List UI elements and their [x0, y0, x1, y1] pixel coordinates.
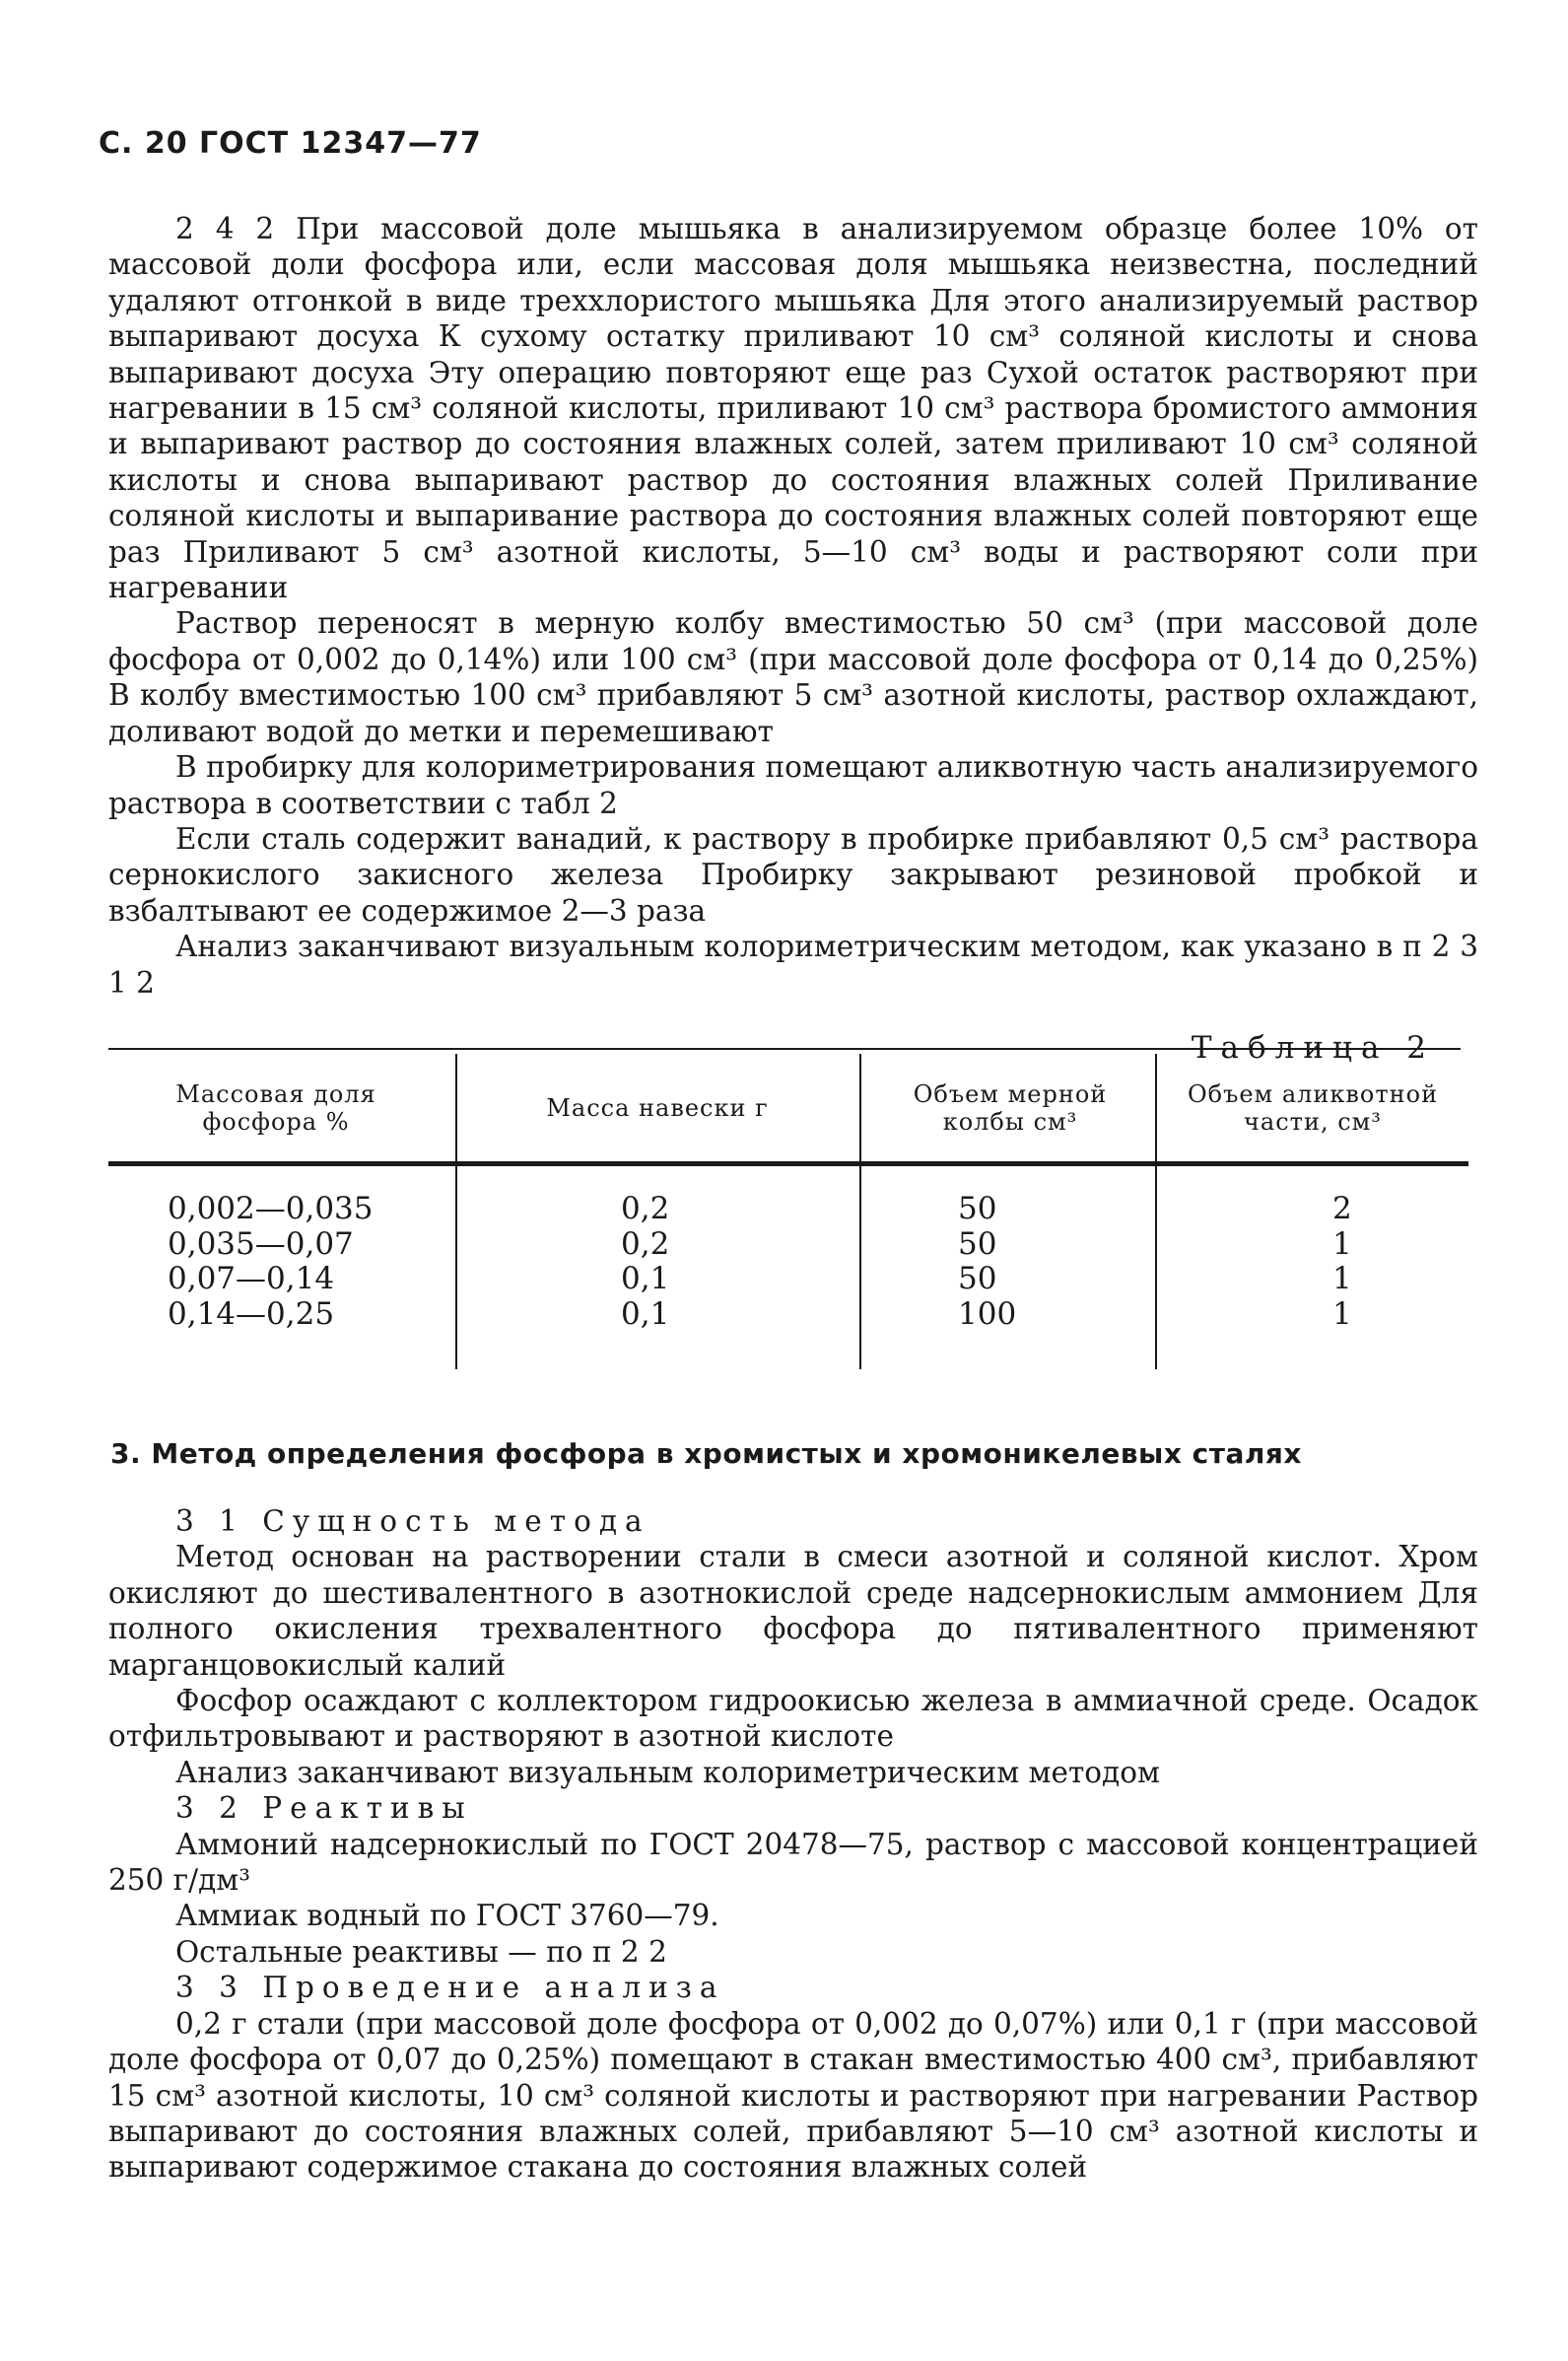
table-cell: 1 — [1332, 1261, 1352, 1296]
table-cell: 1 — [1332, 1225, 1352, 1262]
table-cell: 50 — [958, 1261, 997, 1296]
table-cell: 0,2 — [621, 1225, 670, 1262]
paragraph: Аммиак водный по ГОСТ 3760—79. — [175, 1899, 719, 1933]
subsection-heading: 3 1 Сущность метода — [175, 1504, 650, 1538]
table-cell: 1 — [1332, 1295, 1352, 1332]
table-column-phosphorus — [168, 1192, 374, 1332]
table-header-cell: Массовая доля фосфора % — [175, 1080, 376, 1136]
paragraph: Фосфор осаждают с коллектором гидроокисью железа в аммиачной среде. Осадок отфильтровывают и растворяют в азотной кислоте — [108, 1684, 1478, 1754]
page-header: С. 20 ГОСТ 12347—77 — [99, 126, 482, 161]
column-divider — [859, 1054, 861, 1369]
section-3 — [108, 1503, 1478, 2186]
paragraph: Метод основан на растворении стали в смеси азотной и соляной кислот. Хром окисляют до шестивалентного в азотнокислой среде надсернокислым аммонием Для полного окисления трехвалентного фосфора до пятивалентного применяют марганцовокислый калий — [108, 1540, 1478, 1682]
paragraph: Анализ заканчивают визуальным колориметрическим методом, как указано в п 2 3 1 2 — [108, 930, 1478, 1000]
table-2 — [108, 1048, 1468, 1373]
section-2-4-2 — [108, 211, 1478, 1001]
paragraph: 0,2 г стали (при массовой доле фосфора от 0,002 до 0,07%) или 0,1 г (при массовой доле фосфора от 0,07 до 0,25%) помещают в стакан вместимостью 400 см³, прибавляют 15 см³ азотной кислоты, 10 см³ соляной кислоты и растворяют при нагревании Раствор выпаривают до состояния влажных солей, прибавляют 5—10 см³ азотной кислоты и выпаривают содержимое стакана до состояния влажных солей — [108, 2006, 1478, 2185]
table-cell: 0,1 — [621, 1261, 670, 1296]
table-top-rule — [108, 1048, 1461, 1050]
table-cell: 100 — [958, 1295, 1017, 1332]
column-divider — [1155, 1054, 1157, 1369]
paragraph: Анализ заканчивают визуальным колориметрическим методом — [175, 1755, 1160, 1789]
table-header-cell: Объем мерной колбы см³ — [913, 1080, 1108, 1136]
table-caption: Таблица 2 — [1191, 1030, 1435, 1066]
table-cell: 0,002—0,035 — [168, 1191, 374, 1226]
paragraph: В пробирку для колориметрирования помещают аликвотную часть анализируемого раствора в соответствии с табл 2 — [108, 750, 1478, 820]
table-column-flask-volume — [958, 1192, 1016, 1332]
table-column-mass — [621, 1192, 669, 1332]
table-cell: 2 — [1332, 1191, 1352, 1226]
subsection-heading: 3 3 Проведение анализа — [175, 1971, 725, 2005]
subsection-heading: 3 2 Реактивы — [175, 1791, 473, 1826]
table-cell: 0,035—0,07 — [168, 1225, 354, 1262]
table-cell: 50 — [958, 1191, 997, 1226]
table-cell: 0,14—0,25 — [168, 1295, 335, 1332]
paragraph: 2 4 2 При массовой доле мышьяка в анализируемом образце более 10% от массовой доли фосфора или, если массовая доля мышьяка неизвестна, последний удаляют отгонкой в виде треххлористого мышьяка Для этого анализируемый раствор выпаривают досуха К сухому остатку приливают 10 см³ соляной кислоты и снова выпаривают досуха Эту операцию повторяют еще раз Сухой остаток растворяют при нагревании в 15 см³ соляной кислоты, приливают 10 см³ раствора бромистого аммония и выпаривают раствор до состояния влажных солей, затем приливают 10 см³ соляной кислоты и снова выпаривают раствор до состояния влажных солей Приливание соляной кислоты и выпаривание раствора до состояния влажных солей повторяют еще раз Приливают 5 см³ азотной кислоты, 5—10 см³ воды и растворяют соли при нагревании — [108, 212, 1478, 605]
table-header-rule — [108, 1161, 1468, 1166]
paragraph: Если сталь содержит ванадий, к раствору в пробирке прибавляют 0,5 см³ раствора сернокислого закисного железа Пробирку закрывают резиновой пробкой и взбалтывают ее содержимое 2—3 раза — [108, 821, 1478, 928]
table-column-aliquot-volume — [1332, 1192, 1352, 1332]
section-3-title: 3. Метод определения фосфора в хромистых и хромоникелевых сталях — [110, 1437, 1302, 1470]
paragraph: Остальные реактивы — по п 2 2 — [175, 1934, 667, 1969]
table-cell: 0,07—0,14 — [168, 1261, 335, 1296]
table-cell: 0,2 — [621, 1191, 670, 1226]
paragraph: Раствор переносят в мерную колбу вместимостью 50 см³ (при массовой доле фосфора от 0,002 до 0,14%) или 100 см³ (при массовой доле фосфора от 0,14 до 0,25%) В колбу вместимостью 100 см³ прибавляют 5 см³ азотной кислоты, раствор охлаждают, доливают водой до метки и перемешивают — [108, 606, 1478, 748]
table-cell: 50 — [958, 1225, 997, 1262]
table-header-cell: Объем аликвотной части, см³ — [1187, 1080, 1439, 1136]
table-cell: 0,1 — [621, 1295, 670, 1332]
table-header-cell: Масса навески г — [546, 1094, 769, 1122]
column-divider — [455, 1054, 457, 1369]
paragraph: Аммоний надсернокислый по ГОСТ 20478—75, раствор с массовой концентрацией 250 г/дм³ — [108, 1827, 1478, 1898]
